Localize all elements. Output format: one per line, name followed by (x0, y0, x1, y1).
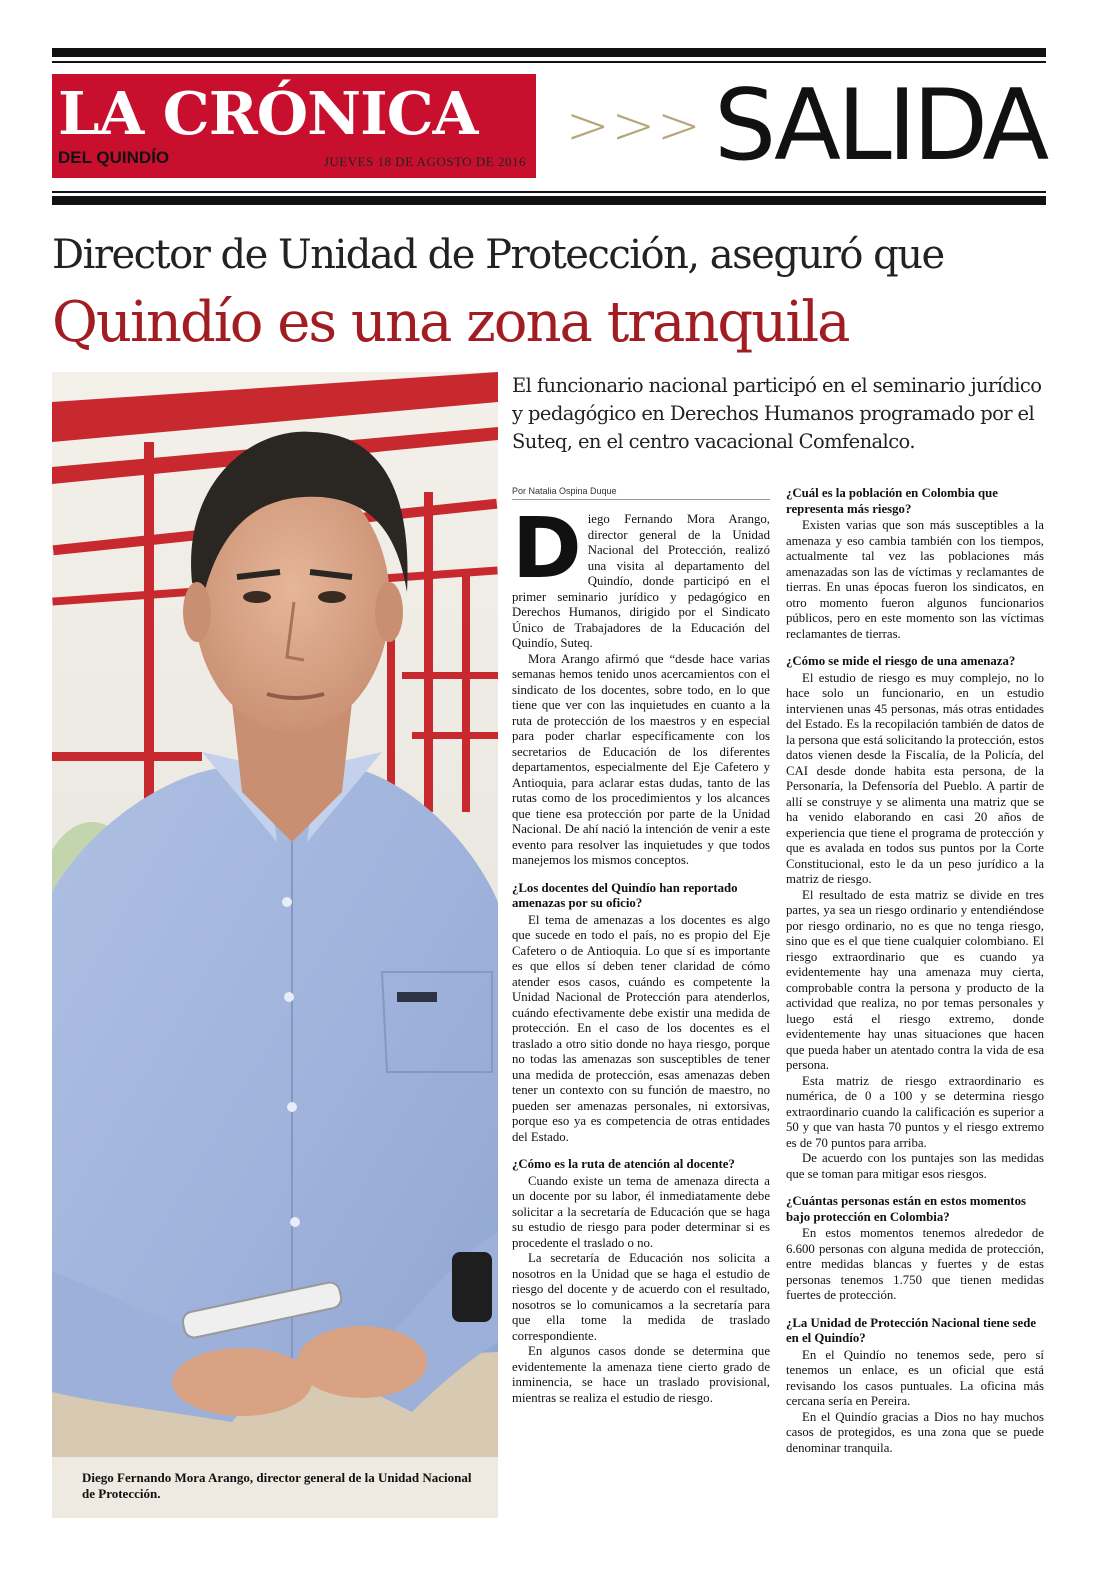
masthead-bottom-rule-thick (52, 196, 1046, 205)
interview-question (512, 881, 770, 912)
question-text: ¿Cuántas personas están en estos momentos bajo protección en Colombia? (786, 1194, 1026, 1224)
question-text: ¿Cómo es la ruta de atención al docente? (512, 1157, 735, 1171)
section-title: SALIDA (714, 69, 1046, 183)
paragraph-text: En el Quindío no tenemos sede, pero sí tenemos un enlace, es un oficial que está revisando los casos puntuales. La oficina más cercana sería en Pereira. (786, 1347, 1044, 1408)
question-text: ¿Los docentes del Quindío han reportado amenazas por su oficio? (512, 880, 738, 910)
newspaper-name: LA CRÓNICA (58, 79, 478, 148)
interview-question (786, 1194, 1044, 1225)
article-column-2 (786, 486, 1044, 1456)
top-rule-thick (52, 48, 1046, 57)
paragraph-text: Esta matriz de riesgo extraordinario es numérica, de 0 a 100 y se determina riesgo extraordinario cuando la calificación es superior a 50 y que van hasta 70 puntos y el riesgo extremo es de 70 puntos para arriba. (786, 1073, 1044, 1150)
body-paragraph (512, 652, 770, 869)
paragraph-text: De acuerdo con los puntajes son las medidas que se toman para mitigar esos riesgos. (786, 1151, 1044, 1181)
body-paragraph (512, 913, 770, 1146)
masthead-bottom-rule-thin (52, 191, 1046, 193)
headline-line-2: Quindío es una zona tranquila (52, 290, 849, 355)
body-paragraph (786, 518, 1044, 642)
body-paragraph (512, 1344, 770, 1406)
section-arrows-icon: >>> (566, 96, 703, 156)
body-paragraph (786, 1151, 1044, 1182)
newspaper-subtitle: DEL QUINDÍO (58, 148, 170, 167)
paragraph-text: En el Quindío gracias a Dios no hay muchos casos de protegidos, es una zona que se puede denominar tranquila. (786, 1409, 1044, 1455)
paragraph-text: El estudio de riesgo es muy complejo, no lo hace solo un funcionario, en un estudio intervienen unas 45 personas, más otras entidades del Estado. Es la recopilación también de datos de la persona que está solicitando la protección, estos datos vienen desde la Fiscalía, de la Policía, del CAI desde donde habita esta persona, de la Personaría, la Defensoría del Pueblo. A partir de allí se construye y se alimenta una matriz que se ha venido elaborando en casi 20 años de experiencia que tiene el programa de protección y que es avalada en todos sus puntos por la Corte Constitucional, esto le da un peso jurídico a la matriz de riesgo. (786, 670, 1044, 886)
question-text: ¿Cuál es la población en Colombia que representa más riesgo? (786, 486, 998, 516)
body-paragraph (512, 499, 770, 652)
issue-date: JUEVES 18 DE AGOSTO DE 2016 (323, 154, 526, 169)
body-paragraph (512, 1174, 770, 1252)
body-paragraph (786, 1410, 1044, 1457)
article-deck: El funcionario nacional participó en el seminario jurídico y pedagógico en Derechos Humanos programado por el Suteq, en el centro vacacional Comfenalco. (512, 374, 1042, 453)
photo-caption: Diego Fernando Mora Arango, director general de la Unidad Nacional de Protección. (82, 1470, 472, 1501)
question-text: ¿La Unidad de Protección Nacional tiene sede en el Quindío? (786, 1315, 1037, 1345)
dropcap-letter: D (512, 499, 582, 597)
paragraph-text: En algunos casos donde se determina que evidentemente la amenaza tiene cierto grado de inminencia, se hace un traslado provisional, mientras se realiza el estudio de riesgo. (512, 1344, 770, 1405)
question-text: ¿Cómo se mide el riesgo de una amenaza? (786, 654, 1016, 668)
article-photo (52, 372, 498, 1518)
interview-question (786, 654, 1044, 670)
interview-question (786, 1316, 1044, 1347)
byline: Por Natalia Ospina Duque (512, 486, 770, 500)
body-paragraph (512, 1251, 770, 1344)
paragraph-text: El resultado de esta matriz se divide en tres partes, ya sea un riesgo ordinario y entendiéndose por riesgo ordinario, no es que no tenga riesgo, sino que es el que tiene cualquier colombiano. El riesgo extraordinario que es cuando ya evidentemente hay una amenaza muy cierta, comprobable contra la persona y producto de la actividad que realiza, no por temas personales y luego está el riesgo extremo, donde evidentemente hay unas situaciones que hacen que pueda haber un atentado contra la vida de esa persona. (786, 887, 1044, 1072)
interview-question (786, 486, 1044, 517)
portrait-illustration (52, 372, 498, 1518)
headline-line-1: Director de Unidad de Protección, aseguró que (52, 232, 944, 278)
body-paragraph (786, 1348, 1044, 1410)
interview-question (512, 1157, 770, 1173)
body-paragraph (786, 1074, 1044, 1152)
article-column-1 (512, 499, 770, 1406)
top-rule-thin (52, 61, 1046, 63)
newspaper-logo (52, 74, 536, 178)
body-paragraph (786, 671, 1044, 888)
body-paragraph (786, 888, 1044, 1074)
paragraph-text: El tema de amenazas a los docentes es algo que sucede en todo el país, no es propio del Eje Cafetero o de Antioquia. Lo que sí es importante es que ellos sí deben tener claridad de cómo atender esos casos, cuándo es competente la Unidad Nacional de Protección para atenderlos, cuándo efectivamente debe existir una medida de protección. En el caso de los docentes es el traslado a otro sitio donde no haya riesgo, porque no todas las amenazas son susceptibles de tener una medida de protección, esas amenazas deben tener un contexto con su función de maestro, no pueden ser amenazas personales, ni extorsivas, porque eso ya es competencia de otras entidades del Estado. (512, 912, 770, 1144)
paragraph-text: Existen varias que son más susceptibles a la amenaza y eso cambia también con los tiempos, actualmente tal vez las poblaciones más amenazadas son las de víctimas y reclamantes de tierras. En unas épocas fueron los sindicatos, en otro momento fueron algunos funcionarios públicos, pero en este momento son las víctimas reclamantes de tierras. (786, 518, 1044, 641)
paragraph-text: Mora Arango afirmó que “desde hace varias semanas hemos tenido unos acercamientos con el sindicato de los docentes, sobre todo, en lo que tiene que ver con las inquietudes en cuanto a la ruta de protección de los maestros y en especial para poder charlar específicamente con los secretarios de Educación de los diferentes departamentos, especialmente del Eje Cafetero y Antioquia, para aclarar estas dudas, tanto de las rutas como de los procedimientos y los alcances que tiene esa protección por parte de la Unidad Nacional. De ahí nació la intención de venir a este evento para resolver las inquietudes y que todos manejemos los mismos conceptos. (512, 651, 770, 867)
paragraph-text: Cuando existe un tema de amenaza directa a un docente por su labor, él inmediatamente debe solicitar a la secretaría de Educación que se haga su estudio de riesgo para poder determinar si es procedente el traslado o no. (512, 1173, 770, 1250)
paragraph-text: iego Fernando Mora Arango, director general de la Unidad Nacional del Protección, realizó una visita al departamento del Quindío, donde participó en el primer seminario jurídico y pedagógico en Derechos Humanos, dirigido por el Sindicato Único de Trabajadores de la Educación del Quindío, Suteq. (512, 512, 770, 650)
body-paragraph (786, 1226, 1044, 1304)
paragraph-text: En estos momentos tenemos alrededor de 6.600 personas con alguna medida de protección, entre medidas blancas y fuertes y de estas personas tenemos 1.750 que tienen medidas fuertes de protección. (786, 1226, 1044, 1302)
paragraph-text: La secretaría de Educación nos solicita a nosotros en la Unidad que se haga el estudio de riesgo del docente y de acuerdo con el resultado, nosotros se lo comunicamos a la secretaría para que ella tome la medida de traslado correspondiente. (512, 1251, 770, 1343)
